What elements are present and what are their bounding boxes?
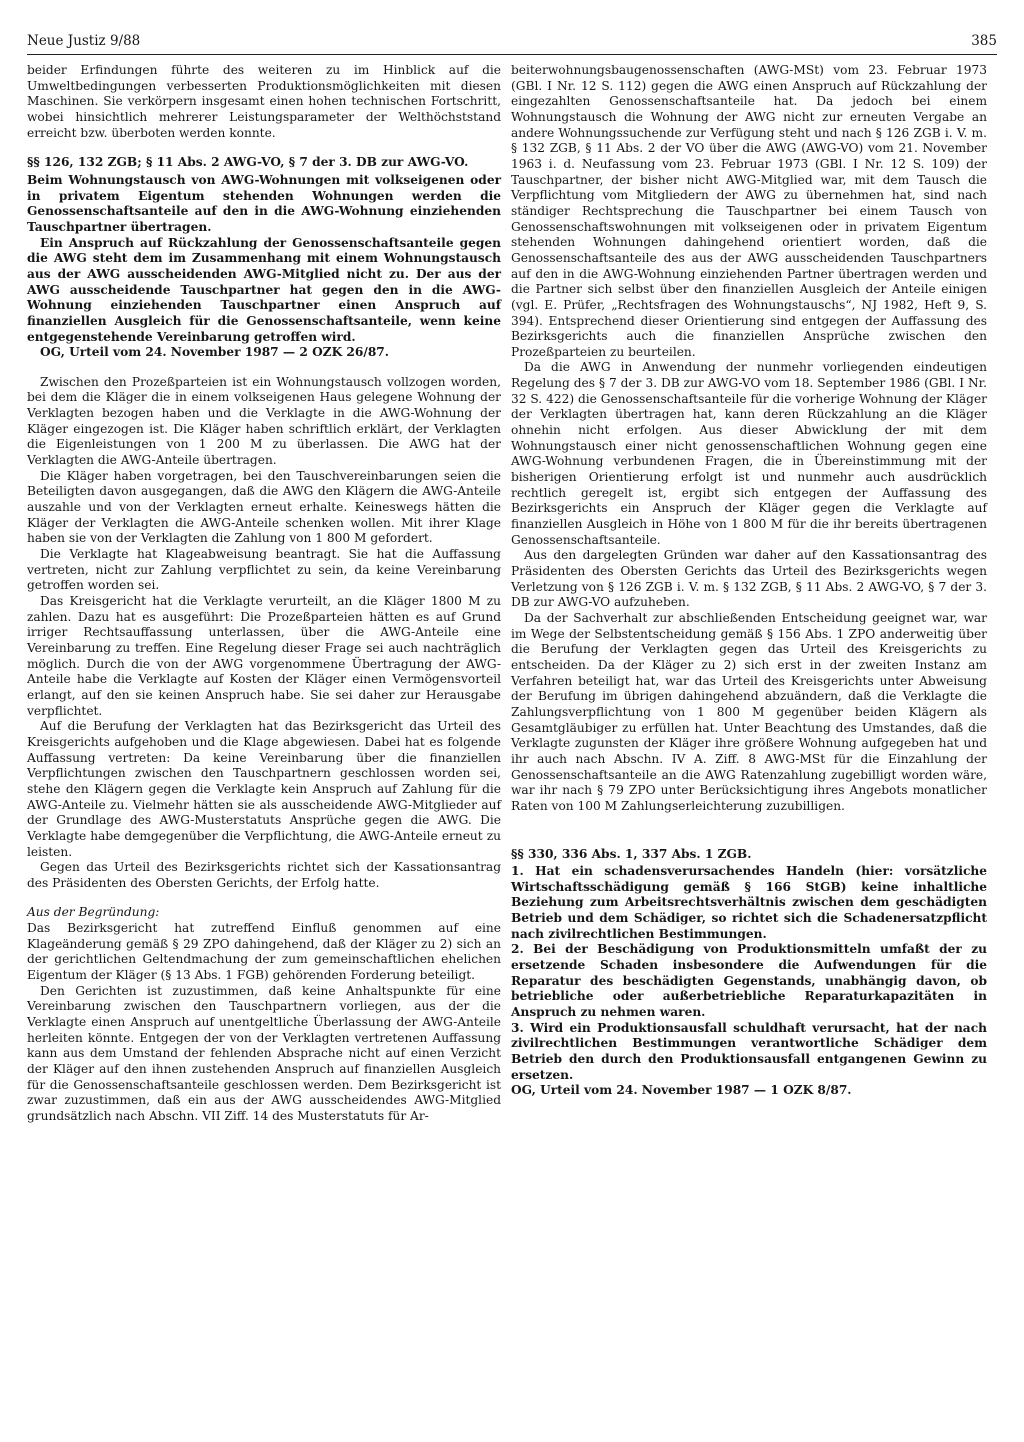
page-number: 385 bbox=[971, 33, 997, 49]
body-paragraph: Gegen das Urteil des Bezirksgerichts richtet sich der Kassationsantrag des Präsidenten des Obersten Gerichts, der Erfolg hatte. bbox=[27, 860, 501, 890]
case1-citation: OG, Urteil vom 24. November 1987 — 2 OZK 26/87. bbox=[40, 345, 390, 360]
body-paragraph: Zwischen den Prozeßparteien ist ein Wohnungstausch vollzogen worden, bei dem die Kläger die in einem volkseigenen Haus gelegene Wohnung der Verklagten bezogen haben und die Verklagte in die AWG-Wohnung der Kläger eingezogen ist. Die Kläger haben schriftlich erklärt, der Verklagten die Eigenleistungen von 1 200 M zu überlassen. Die AWG hat der Verklagten die AWG-Anteile übertragen. bbox=[27, 374, 501, 468]
case2-headnote: 1. Hat ein schadensverursachendes Handeln (hier: vorsätzliche Wirtschaftsschädigung gemäß § 166 StGB) keine inhaltliche Beziehung zum Arbeitsrechtsverhältnis zwischen dem geschädigten Betrieb und dem Schädiger, so richtet sich die Schadenersatzpflicht nach zivilrechtlichen Bestimmungen. bbox=[511, 864, 987, 941]
body-paragraph: beiterwohnungsbaugenossenschaften (AWG-MSt) vom 23. Februar 1973 (GBl. I Nr. 12 S. 112) gegen die AWG einen Anspruch auf Rückzahlung der eingezahlten Genossenschaftsanteile hat. Da jedoch bei einem Wohnungstausch die Wohnung der AWG nicht zur erneuten Vergabe an andere Wohnungssuchende zur Verfügung steht und nach § 126 ZGB i. V. m. § 132 ZGB, § 11 Abs. 2 der VO über die AWG (AWG-VO) vom 21. November 1963 i. d. Neufassung vom 23. Februar 1973 (GBl. I Nr. 12 S. 109) der Tauschpartner, der bisher nicht AWG-Mitglied war, mit dem Tausch die Verpflichtung vom Mitgliedern der AWG zu übernehmen hat, sind nach ständiger Rechtsprechung die Tauschpartner bei einem Tausch von Genossenschaftswohnungen mit volkseigenen oder in privatem Eigentum stehenden Wohnungen dahingehend orientiert worden, daß die Genossenschaftsanteile des aus der AWG ausscheidenden Tauschpartners auf den in die AWG-Wohnung einziehenden Partner übertragen werden und die Partner sich selbst über den finanziellen Ausgleich der Anteile einigen (vgl. E. Prüfer, „Rechtsfragen des Wohnungstauschs“, NJ 1982, Heft 9, S. 394). Entsprechend dieser Orientierung sind entgegen der Auffassung des Bezirksgerichts auch die finanziellen Ansprüche zwischen den Prozeßparteien zu beurteilen. bbox=[511, 63, 987, 359]
journal-title: Neue Justiz 9/88 bbox=[27, 33, 141, 49]
case1-headnote: Beim Wohnungstausch von AWG-Wohnungen mit volkseigenen oder in privatem Eigentum stehenden Wohnungen werden die Genossenschaftsanteile auf den in die AWG-Wohnung einziehenden Tauschpartner übertragen. bbox=[27, 172, 501, 234]
body-paragraph: Da der Sachverhalt zur abschließenden Entscheidung geeignet war, war im Wege der Selbstentscheidung gemäß § 156 Abs. 1 ZPO anderweitig über die Berufung der Verklagten gegen das Urteil des Kreisgerichts zu entscheiden. Da der Kläger zu 2) sich erst in der zweiten Instanz am Verfahren beteiligt hat, war das Urteil des Kreisgerichts unter Abweisung der Berufung im übrigen dahingehend abzuändern, daß die Verklagte die Zahlungsverpflichtung von 1 800 M gegenüber beiden Klägern als Gesamtgläubiger zu erfüllen hat. Unter Beachtung des Umstandes, daß die Verklagte zugunsten der Kläger ihre größere Wohnung aufgegeben hat und ihr auch nach Abschn. IV A. Ziff. 8 AWG-MSt für die Einzahlung der Genossenschaftsanteile an die AWG Ratenzahlung zugebilligt worden wäre, war ihr nach § 79 ZPO unter Berücksichtigung ihres Angebots monatlicher Raten von 100 M Zahlungserleichterung zuzubilligen. bbox=[511, 610, 987, 813]
body-paragraph: Aus den dargelegten Gründen war daher auf den Kassationsantrag des Präsidenten des Obersten Gerichts das Urteil des Bezirksgerichts wegen Verletzung von § 126 ZGB i. V. m. § 132 ZGB, § 11 Abs. 2 AWG-VO, § 7 der 3. DB zur AWG-VO aufzuheben. bbox=[511, 548, 987, 610]
body-paragraph: Das Bezirksgericht hat zutreffend Einfluß genommen auf eine Klageänderung gemäß § 29 ZPO dahingehend, daß der Kläger zu 2) sich an der gerichtlichen Geltendmachung der zum gemeinschaftlichen ehelichen Eigentum der Kläger (§ 13 Abs. 1 FGB) gehörenden Forderung beteiligt. bbox=[27, 921, 501, 983]
body-paragraph: Auf die Berufung der Verklagten hat das Bezirksgericht das Urteil des Kreisgerichts aufgehoben und die Klage abgewiesen. Dabei hat es folgende Auffassung vertreten: Da keine Vereinbarung über die finanziellen Verpflichtungen zwischen den Tauschpartnern geschlossen worden sei, stehe den Klägern gegen die Verklagte kein Anspruch auf Zahlung für die AWG-Anteile zu. Vielmehr hätten sie als ausscheidende AWG-Mitglieder auf der Grundlage des AWG-Musterstatuts Ansprüche gegen die AWG. Die Verklagte habe demgegenüber die Verpflichtung, die AWG-Anteile erneut zu leisten. bbox=[27, 719, 501, 859]
case2-citation: OG, Urteil vom 24. November 1987 — 1 OZK 8/87. bbox=[511, 1083, 852, 1098]
left-column bbox=[27, 63, 501, 1125]
case2-headnote: 3. Wird ein Produktionsausfall schuldhaft verursacht, hat der nach zivilrechtlichen Bestimmungen verantwortliche Schädiger dem Betrieb den durch den Produktionsausfall entgangenen Gewinn zu ersetzen. bbox=[511, 1020, 987, 1082]
case1-headnote: Ein Anspruch auf Rückzahlung der Genossenschaftsanteile gegen die AWG steht dem im Zusammenhang mit einem Wohnungstausch aus der AWG ausscheidenden AWG-Mitglied nicht zu. Der aus der AWG ausscheidende Tauschpartner hat gegen den in die AWG-Wohnung einziehenden Tauschpartner einen Anspruch auf finanziellen Ausgleich für die Genossenschaftsanteile, wenn keine entgegenstehende Vereinbarung getroffen wird. bbox=[27, 235, 501, 344]
body-paragraph: Das Kreisgericht hat die Verklagte verurteilt, an die Kläger 1800 M zu zahlen. Dazu hat es ausgeführt: Die Prozeßparteien hätten es auf Grund irriger Rechtsauffassung unterlassen, über die AWG-Anteile eine Vereinbarung zu treffen. Eine Regelung dieser Frage sei auch nachträglich möglich. Durch die von der AWG vorgenommene Übertragung der AWG-Anteile habe die Verklagte auf Kosten der Kläger einen Vermögensvorteil erlangt, auf den sie keinen Anspruch habe. Sie sei daher zur Herausgabe verpflichtet. bbox=[27, 594, 501, 718]
body-paragraph: Den Gerichten ist zuzustimmen, daß keine Anhaltspunkte für eine Vereinbarung zwischen den Tauschpartnern vorliegen, aus der die Verklagte einen Anspruch auf unentgeltliche Überlassung der AWG-Anteile herleiten könnte. Entgegen der von der Verklagten vertretenen Auffassung kann aus dem Umstand der fehlenden Absprache nicht auf einen Verzicht der Kläger auf den ihnen zustehenden Anspruch auf finanziellen Ausgleich für die Genossenschaftsanteile geschlossen werden. Dem Bezirksgericht ist zwar zuzustimmen, daß ein aus der AWG ausscheidendes AWG-Mitglied grundsätzlich nach Abschn. VII Ziff. 14 des Musterstatuts für Ar- bbox=[27, 983, 501, 1123]
reasons-heading: Aus der Begründung: bbox=[27, 905, 160, 920]
body-paragraph: Die Verklagte hat Klageabweisung beantragt. Sie hat die Auffassung vertreten, nicht zur Zahlung verpflichtet zu sein, da keine Vereinbarung getroffen worden sei. bbox=[27, 547, 501, 593]
right-column bbox=[511, 63, 987, 1099]
page-header bbox=[27, 33, 997, 53]
header-rule bbox=[27, 54, 997, 55]
case2-headnote: 2. Bei der Beschädigung von Produktionsmitteln umfaßt der zu ersetzende Schaden insbesondere die Aufwendungen für die Reparatur des beschädigten Gegenstands, unabhängig davon, ob betriebliche oder außerbetriebliche Reparaturkapazitäten in Anspruch zu nehmen waren. bbox=[511, 942, 987, 1020]
intro-paragraph: beider Erfindungen führte des weiteren zu im Hinblick auf die Umweltbedingungen verbesserten Produktionsmöglichkeiten mit diesen Maschinen. Sie verkörpern insgesamt einen hohen technischen Fortschritt, wobei hinsichtlich mehrerer Leistungsparameter der Welthöchststand erreicht bzw. überboten werden konnte. bbox=[27, 63, 501, 140]
body-paragraph: Da die AWG in Anwendung der nunmehr vorliegenden eindeutigen Regelung des § 7 der 3. DB zur AWG-VO vom 18. September 1986 (GBl. I Nr. 32 S. 422) die Genossenschaftsanteile für die vorherige Wohnung der Kläger der Verklagten übertragen hat, kann deren Rückzahlung an die Kläger ohnehin nicht erfolgen. Aus dieser Abwicklung der mit dem Wohnungstausch einer nicht genossenschaftlichen Wohnung gegen eine AWG-Wohnung verbundenen Fragen, die in Übereinstimmung mit der bisherigen Orientierung erfolgt ist und nunmehr auch ausdrücklich rechtlich geregelt ist, ergibt sich entgegen der Auffassung des Bezirksgerichts ein Anspruch der Kläger gegen die Verklagte auf finanziellen Ausgleich in Höhe von 1 800 M für die ihr bereits übertragenen Genossenschaftsanteile. bbox=[511, 360, 987, 547]
case1-norms: §§ 126, 132 ZGB; § 11 Abs. 2 AWG-VO, § 7 der 3. DB zur AWG-VO. bbox=[27, 155, 469, 170]
case2-norms: §§ 330, 336 Abs. 1, 337 Abs. 1 ZGB. bbox=[511, 846, 752, 861]
body-paragraph: Die Kläger haben vorgetragen, bei den Tauschvereinbarungen seien die Beteiligten davon ausgegangen, daß die AWG den Klägern die AWG-Anteile auszahle und von der Verklagten erneut erhalte. Keineswegs hätten die Kläger der Verklagten die AWG-Anteile schenken wollen. Mit ihrer Klage haben sie von der Verklagten die Zahlung von 1 800 M gefordert. bbox=[27, 468, 501, 546]
